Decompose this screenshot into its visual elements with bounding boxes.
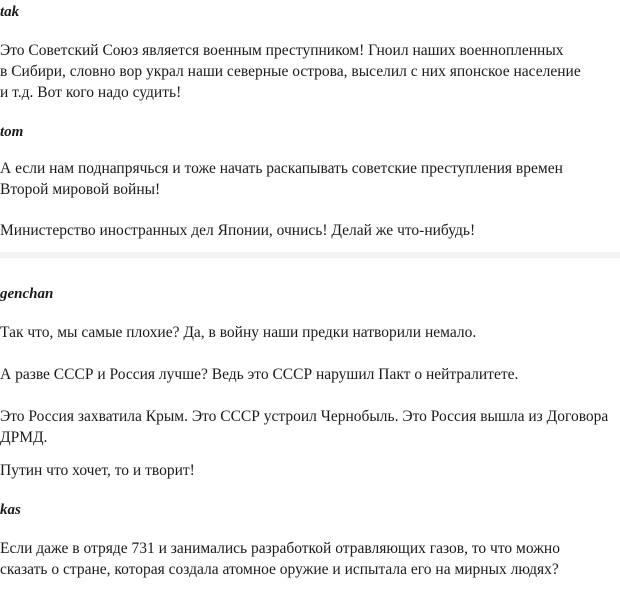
comment-author: tak [0, 4, 20, 20]
comment-author: tom [0, 124, 24, 140]
comment-text: Так что, мы самые плохие? Да, в войну наши предки натворили немало. [0, 324, 477, 341]
comment-text: А разве СССР и Россия лучше? Ведь это СССР нарушил Пакт о нейтралитете. [0, 366, 519, 383]
comment-text: Если даже в отряде 731 и занимались разработкой отравляющих газов, то что можно сказать о стране, которая создала атомное оружие и испытала его на мирных людях? [0, 540, 560, 578]
comment-text: Это Россия захватила Крым. Это СССР устроил Чернобыль. Это Россия вышла из Договора ДРМД. [0, 408, 609, 446]
comment-author: genchan [0, 286, 54, 302]
comments-section-bottom [0, 258, 620, 601]
comment-author: kas [0, 502, 21, 518]
comment-text: Путин что хочет, то и творит! [0, 462, 195, 479]
comment-text: Это Советский Союз является военным преступником! Гноил наших военнопленных в Сибири, словно вор украл наши северные острова, выселил с них японское население и т.д. Вот кого надо судить! [0, 42, 581, 101]
comment-text: А если нам поднапрячься и тоже начать раскапывать советские преступления времен Второй мировой войны! [0, 160, 563, 198]
comment-text: Министерство иностранных дел Японии, очнись! Делай же что-нибудь! [0, 222, 476, 239]
comments-section-top [0, 0, 620, 252]
